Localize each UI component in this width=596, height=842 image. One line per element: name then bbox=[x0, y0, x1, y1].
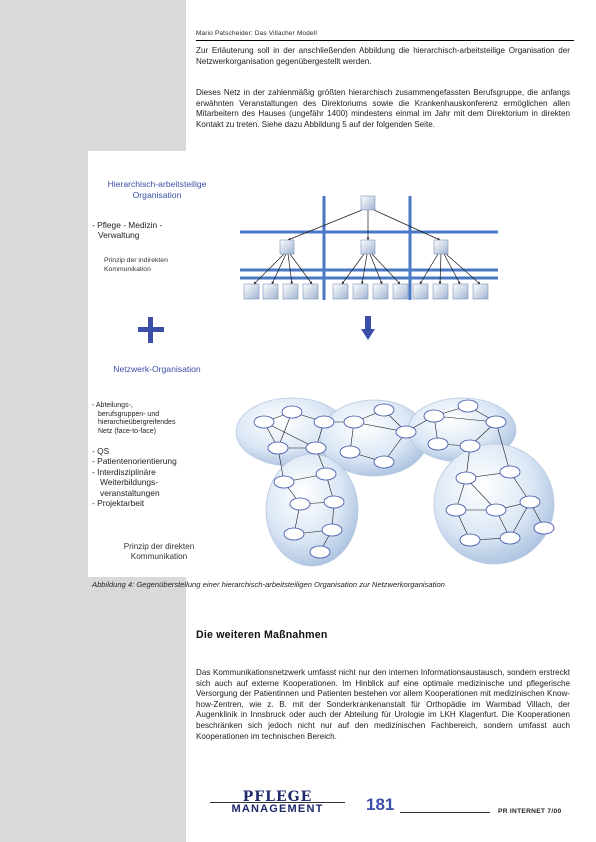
net-list-item: - QS bbox=[92, 446, 110, 456]
down-arrow-icon bbox=[361, 316, 375, 340]
network-diagram bbox=[234, 392, 568, 576]
hierarchy-boxes bbox=[244, 196, 488, 299]
net-list-item: - Abteilungs-, bbox=[92, 402, 133, 409]
paragraph-intro: Zur Erläuterung soll in der anschließenden Abbildung die hierarchisch-arbeitsteilige Organisation der Netzwerkorganisation gegenübergestellt werden. bbox=[196, 46, 570, 66]
indirect-communication-note: Prinzip der indirekten Kommunikation bbox=[104, 257, 168, 273]
issue-label: PR INTERNET 7/00 bbox=[498, 808, 562, 815]
net-list-item: - Projektarbeit bbox=[92, 498, 145, 509]
net-list-item: Netz (face-to-face) bbox=[98, 428, 156, 436]
hier-org-list bbox=[92, 220, 202, 241]
hier-list-item: Verwaltung bbox=[98, 230, 140, 241]
logo-top-text: PFLEGE bbox=[242, 789, 313, 805]
net-list-item: hierarchieübergreifendes bbox=[98, 419, 176, 427]
paragraph-network: Dieses Netz in der zahlenmäßig größten hierarchisch zusammengefassten Berufsgruppe, die anfangs erwähnten Veranstaltungen des Direktoriums sowie die Krankenhauskonferenz ermöglichen allen Mitarbeitern des Hauses (ungefähr 1400) mindestens einmal im Jahr mit dem Direktorium in direkten Kontakt zu treten. Siehe dazu Abbildung 5 auf der folgenden Seite. bbox=[196, 88, 570, 129]
net-list-item: - Patientenorientierung bbox=[92, 456, 177, 467]
logo-bottom-text: MANAGEMENT bbox=[231, 803, 324, 815]
net-org-list bbox=[92, 446, 252, 508]
section-heading: Die weiteren Maßnahmen bbox=[196, 629, 328, 641]
hier-org-title: Hierarchisch-arbeitsteilige Organisation bbox=[107, 179, 207, 200]
plus-icon bbox=[138, 317, 164, 343]
hier-list-item: - Pflege - Medizin - bbox=[92, 220, 163, 230]
net-list-item: veranstaltungen bbox=[100, 487, 160, 498]
pflege-management-logo bbox=[210, 790, 345, 816]
direct-communication-note: Prinzip der direkten Kommunikation bbox=[123, 542, 195, 562]
page-number: 181 bbox=[366, 795, 395, 814]
net-org-title: Netzwerk-Organisation bbox=[113, 364, 201, 374]
net-list-item: berufsgruppen- und bbox=[98, 410, 160, 418]
paragraph-cooperations: Das Kommunikationsnetzwerk umfasst nicht nur den internen Informationsaustausch, sondern erstreckt sich auch auf externe Kooperationen. Im Hinblick auf eine optimale medizinische und pflegerische Versorgung der Patientinnen und Patienten bestehen vor allem Kooperationen mit medizinischen Know-how-Zentren, wie z. B. mit der Sonderkrankenanstalt für Orthopädie im Warmbad Villach, der Augenklinik in Innsbruck oder auch der Abteilung für Urologie im LKH Klagenfurt. Die Kooperationen beschränken sich jedoch nicht nur auf den medizinischen Fachbereich, sondern umfasst auch Kooperationen im technischen Bereich. bbox=[196, 668, 570, 741]
running-header: Mario Patscheider: Das Villacher Modell bbox=[196, 30, 317, 37]
header-rule bbox=[196, 40, 574, 41]
net-list-item: - Interdisziplinäre bbox=[92, 466, 156, 477]
footer-rule-right bbox=[400, 812, 490, 813]
figure-caption: Abbildung 4: Gegenüberstellung einer hierarchisch-arbeitsteiligen Organisation zur Netzwerkorganisation bbox=[92, 580, 445, 589]
net-list-item: Weiterbildungs- bbox=[100, 477, 159, 488]
hierarchy-diagram bbox=[240, 190, 502, 306]
net-org-list-small bbox=[92, 402, 242, 437]
